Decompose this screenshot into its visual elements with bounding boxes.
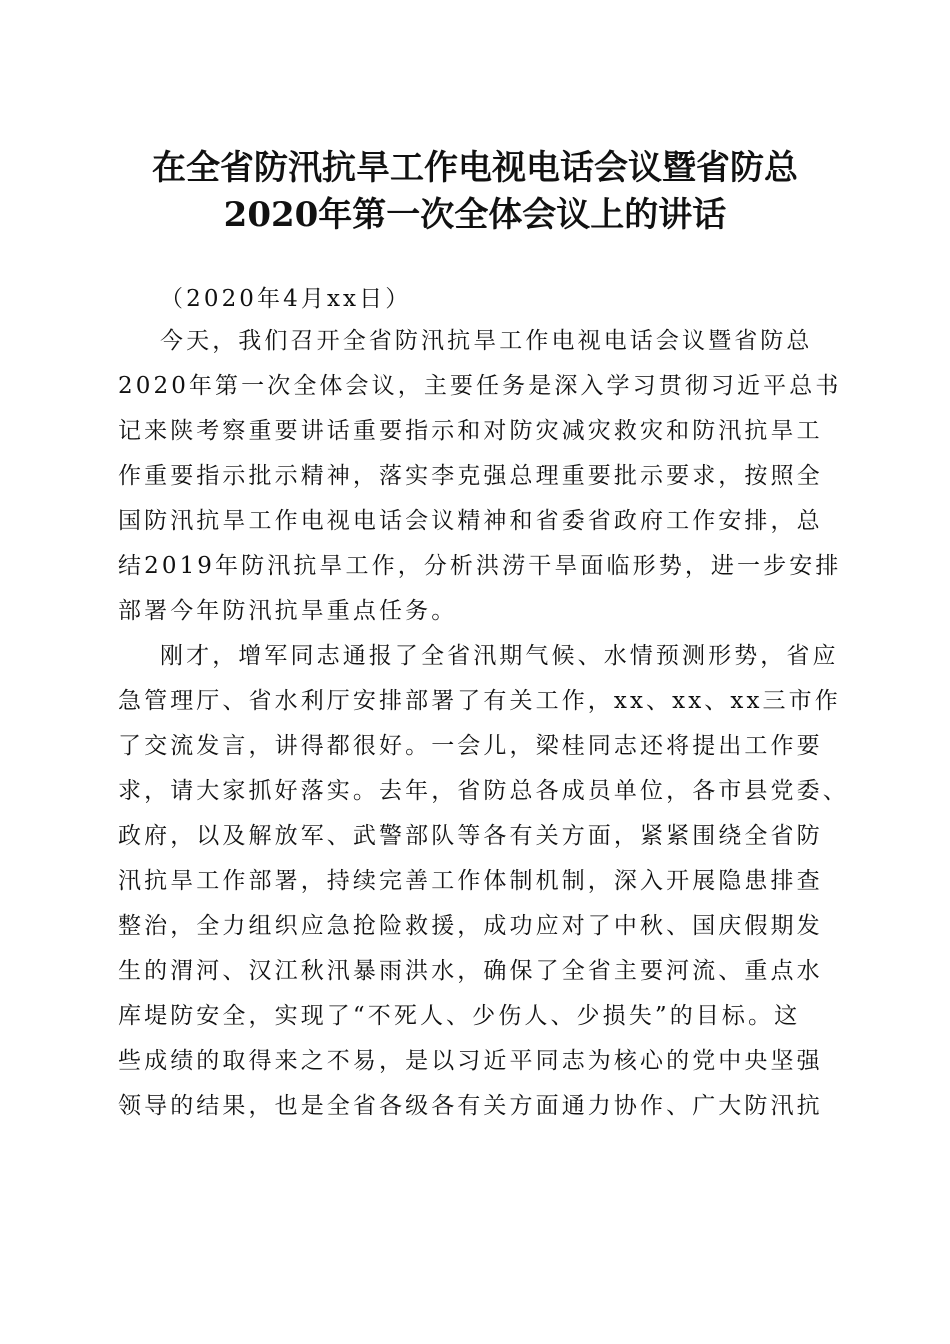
paragraph-2-line-7: 整治，全力组织应急抢险救援，成功应对了中秋、国庆假期发 <box>118 913 823 939</box>
document-title-line-2: 2020年第一次全体会议上的讲话 <box>223 195 727 235</box>
paragraph-2-line-11: 领导的结果，也是全省各级各有关方面通力协作、广大防汛抗 <box>118 1093 823 1119</box>
paragraph-1-line-2: 2020年第一次全体会议，主要任务是深入学习贯彻习近平总书 <box>118 373 842 399</box>
date-line: （2020年4月xx日） <box>160 286 412 312</box>
paragraph-2-line-5: 政府，以及解放军、武警部队等各有关方面，紧紧围绕全省防 <box>118 823 823 849</box>
paragraph-2-line-4: 求，请大家抓好落实。去年，省防总各成员单位，各市县党委、 <box>118 778 849 804</box>
document-title-line-1: 在全省防汛抗旱工作电视电话会议暨省防总 <box>152 148 798 188</box>
paragraph-1-line-4: 作重要指示批示精神，落实李克强总理重要批示要求，按照全 <box>118 463 823 489</box>
paragraph-2-line-10: 些成绩的取得来之不易，是以习近平同志为核心的党中央坚强 <box>118 1048 823 1074</box>
paragraph-2-line-6: 汛抗旱工作部署，持续完善工作体制机制，深入开展隐患排查 <box>118 868 823 894</box>
paragraph-1-line-7: 部署今年防汛抗旱重点任务。 <box>118 598 458 624</box>
paragraph-1-line-6: 结2019年防汛抗旱工作，分析洪涝干旱面临形势，进一步安排 <box>118 553 842 579</box>
paragraph-2-line-9: 库堤防安全，实现了“不死人、少伤人、少损失”的目标。这 <box>118 1003 801 1029</box>
paragraph-1-line-1: 今天，我们召开全省防汛抗旱工作电视电话会议暨省防总 <box>160 328 813 354</box>
paragraph-1-line-5: 国防汛抗旱工作电视电话会议精神和省委省政府工作安排，总 <box>118 508 823 534</box>
paragraph-2-line-3: 了交流发言，讲得都很好。一会儿，梁桂同志还将提出工作要 <box>118 733 823 759</box>
paragraph-1-line-3: 记来陕考察重要讲话重要指示和对防灾减灾救灾和防汛抗旱工 <box>118 418 823 444</box>
paragraph-2-line-2: 急管理厅、省水利厅安排部署了有关工作，xx、xx、xx三市作 <box>118 688 841 714</box>
paragraph-2-line-1: 刚才，增军同志通报了全省汛期气候、水情预测形势，省应 <box>160 643 839 669</box>
paragraph-2-line-8: 生的渭河、汉江秋汛暴雨洪水，确保了全省主要河流、重点水 <box>118 958 823 984</box>
